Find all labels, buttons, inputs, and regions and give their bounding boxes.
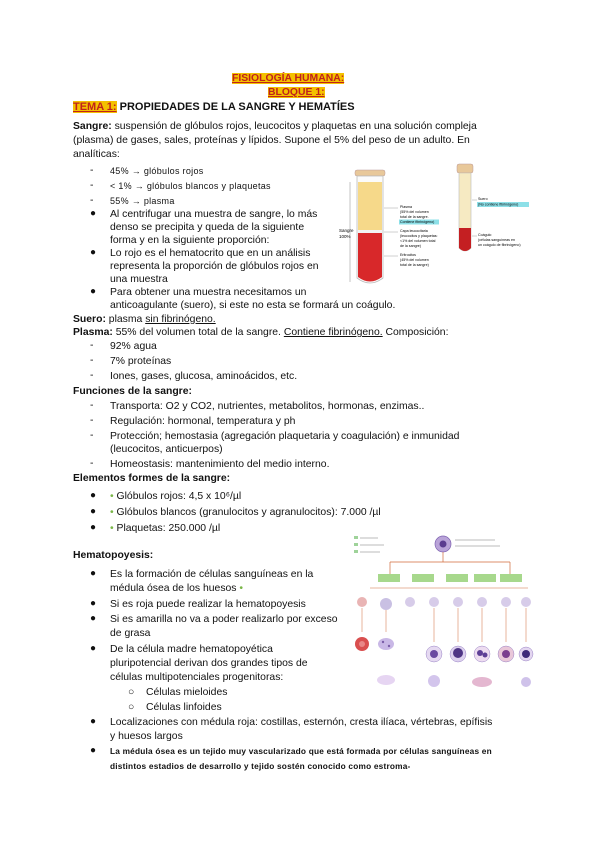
list-item-cont: (leucocitos, anticuerpos) — [110, 444, 223, 455]
bullet-line: Es la formación de células sanguíneas en la — [110, 569, 314, 580]
document-page: FISIOLOGÍA HUMANA: BLOQUE 1: TEMA 1: PROPIEDADES DE LA SANGRE Y HEMATÍES Sangre: suspensión de glóbulos rojos, leucocitos y plaquetas en una solución compleja (plasma) de gases, sales, proteínas y lípidos. Supone el 5% del peso de un adulto. En analíticas: - 45% → glóbulos rojos - < 1% → glóbulos blancos y plaquetas - 55% → plasma ● Al centrifugar una muestra de sangre, lo más denso se precipita y queda de la siguiente forma y en la siguiente proporción: ● Lo rojo es el hematocrito que en un análisis representa la proporción de glóbulos rojos en una muestra ● Para obtener una muestra necesitamos un anticoagulante (suero), si este no esta se formará un coágulo. Sangre 100% Plasma (55% del volumen total de la sangre. Contiene fibrinógeno) Capa leucocitaria (leucocitos y plaquetas: <1% del volumen total de la sangre) Eritrocitos (45% del volumen total de la sangre) Suero (No contiene fibrinógeno) Coágulo (células sanguíneas en un coágulo de fibrinógeno) Suero: plasma sin fibrinógeno. Plasma: 55% del volumen total de la sangre. Contiene fibrinógeno. Composición: - 92% agua - 7% proteínas - Iones, gases, glucosa, aminoácidos, etc. Funciones de la sangre: - Transporta: O2 y CO2, nutrientes, metabolitos, hormonas, enzimas.. - Regulación: hormonal, temperatura y ph - Protección; hemostasia (agregación plaquetaria y coagulación) e inmunidad (leucocitos, anticuerpos) - Homeostasis: mantenimiento del medio interno. Elementos formes de la sangre: ● • Glóbulos rojos: 4,5 x 10⁶/µl ● • Glóbulos blancos (granulocitos y agranulocitos): 7.000 /µl ● • Plaquetas: 250.000 /µl Hematopoyesis: ● Es la formación de células sanguíneas en la médula ósea de los huesos • ● Si es roja puede realizar la hematopoyesis ● Si es amarilla no va a poder realizarlo por exceso de grasa ● De la célula madre hematopoyética pluripotencial derivan dos grandes tipos de células multipotenciales progenitoras: ○ Células mieloides ○ Células linfoides ● Localizaciones con médula roja: costillas, esternón, cresta ilíaca, vértebras, epífisis y huesos largos ● La médula ósea es un tejido muy vascularizado que está formada por células sanguíneas en distintos estadios de desarrollo y tejido sostén conocido como estroma- — [0, 0, 600, 848]
tube-label-pct: 100% — [339, 234, 351, 239]
eritro-label: Eritrocitos — [400, 253, 416, 257]
bullet-line: forma y en la siguiente proporción: — [110, 235, 270, 246]
bullet-line: distintos estadios de desarrollo y tejido sostén conocido como estroma- — [110, 761, 411, 771]
bullet-line: Si es roja puede realizar la hematopoyesis — [110, 599, 306, 610]
list-item: 45% → glóbulos rojos — [110, 166, 204, 176]
list-item: 55% → plasma — [110, 196, 175, 206]
plasma-label: Plasma — [400, 205, 412, 209]
sangre-def-3: analíticas: — [73, 149, 120, 160]
plasma-layer — [358, 182, 382, 230]
bullet-line: células multipotenciales progenitoras: — [110, 672, 284, 683]
bullet-line: médula ósea de los huesos • — [110, 583, 244, 594]
svg-text:(No contiene fibrinógeno): (No contiene fibrinógeno) — [478, 202, 519, 207]
list-item: < 1% → glóbulos blancos y plaquetas — [110, 181, 271, 191]
suero-label: Suero — [478, 197, 488, 201]
list-item: • Glóbulos rojos: 4,5 x 10⁶/µl — [110, 491, 242, 502]
svg-text:total de la sangre): total de la sangre) — [400, 263, 429, 267]
svg-text:(45% del volumen: (45% del volumen — [400, 258, 429, 262]
bullet-line: Para obtener una muestra necesitamos un — [110, 287, 307, 298]
doc-subtitle: BLOQUE 1: — [268, 87, 325, 98]
svg-text:(55% del volumen: (55% del volumen — [400, 210, 429, 214]
tema-heading: TEMA 1: PROPIEDADES DE LA SANGRE Y HEMATÍES — [73, 101, 355, 113]
bullet-line: De la célula madre hematopoyética — [110, 644, 273, 655]
list-item: Homeostasis: mantenimiento del medio interno. — [110, 459, 330, 470]
svg-text:de la sangre): de la sangre) — [400, 244, 421, 248]
list-item: Transporta: O2 y CO2, nutrientes, metabolitos, hormonas, enzimas.. — [110, 401, 425, 412]
bullet-line: Localizaciones con médula roja: costillas, esternón, cresta ilíaca, vértebras, epífisis — [110, 717, 493, 728]
list-item: Protección; hemostasia (agregación plaquetaria y coagulación) e inmunidad — [110, 431, 460, 442]
svg-text:(células sanguíneas en: (células sanguíneas en — [478, 238, 515, 242]
sub-item: Células mieloides — [146, 687, 228, 698]
svg-text:total de la sangre.: total de la sangre. — [400, 215, 429, 219]
bullet-line: y huesos largos — [110, 731, 183, 742]
list-item: • Plaquetas: 250.000 /µl — [110, 523, 221, 534]
bullet-line: La médula ósea es un tejido muy vascularizado que está formada por células sanguíneas en — [110, 746, 492, 756]
svg-text:un coágulo de fibrinógeno): un coágulo de fibrinógeno) — [478, 243, 521, 247]
sangre-def-2: (plasma) de gases, sales, proteínas y lípidos. Supone el 5% del peso de un adulto. En — [73, 135, 470, 146]
bullet-line: anticoagulante (suero), si este no esta se formará un coágulo. — [110, 300, 396, 311]
funciones-heading: Funciones de la sangre: — [73, 386, 192, 397]
bullet-line: denso se precipita y queda de la siguiente — [110, 222, 305, 233]
list-item: Regulación: hormonal, temperatura y ph — [110, 416, 296, 427]
coagulo-label: Coágulo — [478, 233, 492, 237]
bullet-line: pluripotencial derivan dos grandes tipos de — [110, 658, 308, 669]
list-item: 7% proteínas — [110, 356, 172, 367]
tube-label-sangre: Sangre — [339, 228, 354, 233]
erythrocyte-layer — [358, 233, 382, 282]
bullet-line: una muestra — [110, 274, 168, 285]
buffy-label: Capa leucocitaria — [400, 229, 428, 233]
buffy-coat-layer — [358, 230, 382, 233]
list-item: Iones, gases, glucosa, aminoácidos, etc. — [110, 371, 298, 382]
bullet-line: Al centrifugar una muestra de sangre, lo más — [110, 209, 318, 220]
centrifuged-blood-figure — [338, 160, 538, 295]
sub-item: Células linfoides — [146, 702, 222, 713]
elementos-heading: Elementos formes de la sangre: — [73, 473, 231, 484]
bullet-line: de grasa — [110, 628, 151, 639]
doc-title: FISIOLOGÍA HUMANA: — [232, 73, 345, 84]
sangre-def: Sangre: suspensión de glóbulos rojos, leucocitos y plaquetas en una solución compleja — [73, 121, 477, 132]
svg-text:<1% del volumen total: <1% del volumen total — [400, 239, 436, 243]
svg-text:Contiene fibrinógeno): Contiene fibrinógeno) — [400, 220, 435, 224]
svg-text:(leucocitos y plaquetas:: (leucocitos y plaquetas: — [400, 234, 438, 238]
plasma-def: Plasma: 55% del volumen total de la sangre. Contiene fibrinógeno. Composición: — [73, 327, 449, 338]
suero-def: Suero: plasma sin fibrinógeno. — [73, 314, 216, 325]
list-item: 92% agua — [110, 341, 157, 352]
hematopoiesis-diagram — [350, 532, 536, 692]
hemato-heading: Hematopoyesis: — [73, 550, 154, 561]
list-item: • Glóbulos blancos (granulocitos y agranulocitos): 7.000 /µl — [110, 507, 381, 518]
bullet-line: representa la proporción de glóbulos rojos en — [110, 261, 319, 272]
bullet-line: Si es amarilla no va a poder realizarlo por exceso — [110, 614, 338, 625]
bullet-line: Lo rojo es el hematocrito que en un análisis — [110, 248, 311, 259]
